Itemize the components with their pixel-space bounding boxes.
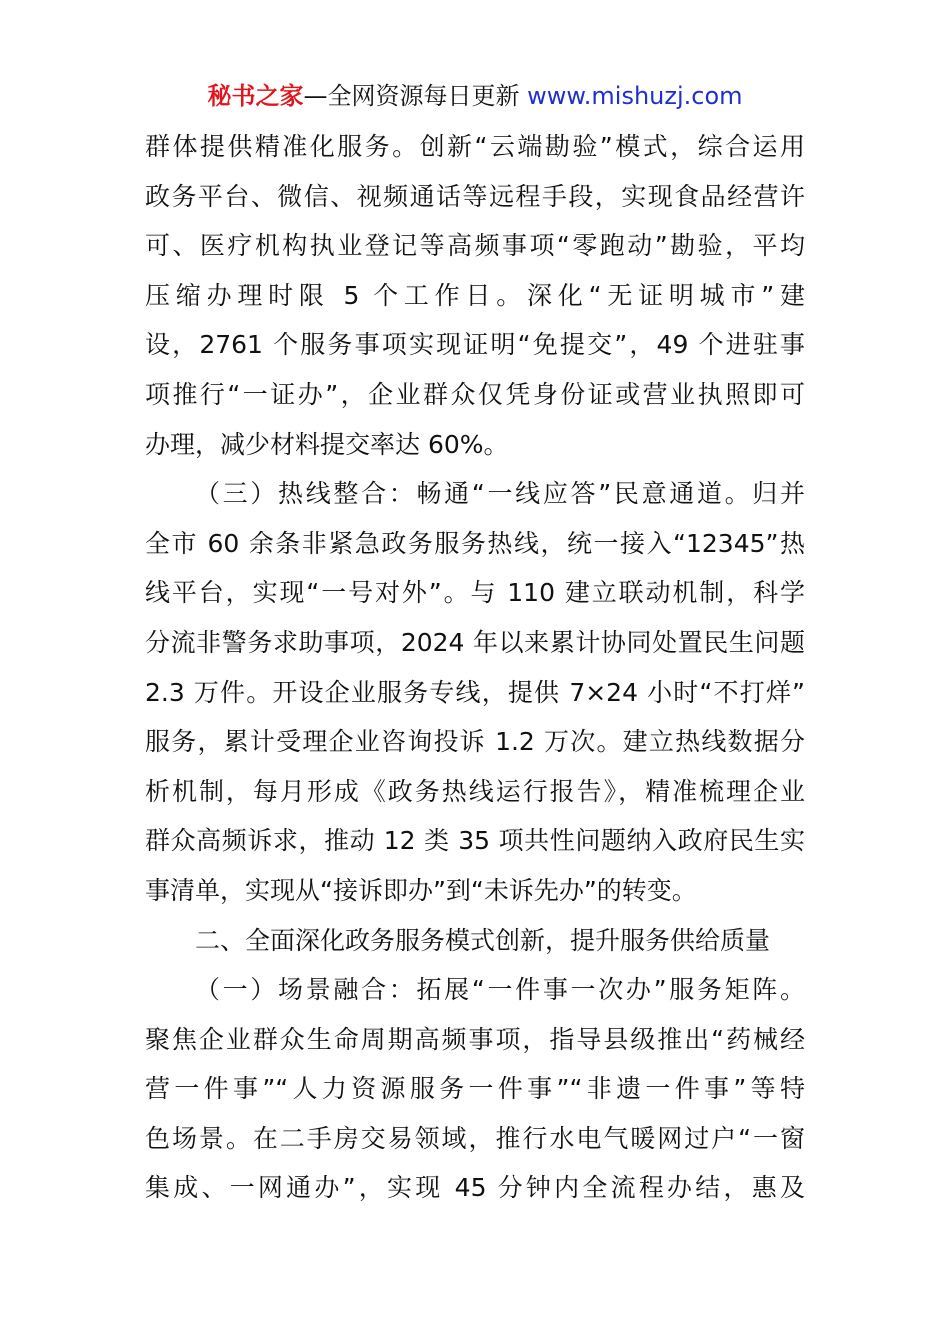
paragraph-line: 设，2761 个服务事项实现证明“免提交”，49 个进驻事 (145, 330, 805, 360)
paragraph-line: 压缩办理时限 5 个工作日。深化“无证明城市”建 (145, 280, 805, 310)
section-heading-line: （三）热线整合：畅通“一线应答”民意通道。归并 (195, 479, 805, 509)
document-body (145, 122, 805, 1213)
site-brand: 秘书之家 (207, 82, 304, 110)
paragraph-line: 线平台，实现“一号对外”。与 110 建立联动机制，科学 (145, 578, 805, 608)
paragraph-line: 营一件事”“人力资源服务一件事”“非遗一件事”等特 (145, 1074, 805, 1104)
paragraph-line: 群体提供精准化服务。创新“云端勘验”模式，综合运用 (145, 132, 805, 161)
paragraph-line: 事清单，实现从“接诉即办”到“未诉先办”的转变。 (145, 875, 697, 905)
paragraph-line: 群众高频诉求，推动 12 类 35 项共性问题纳入政府民生实 (145, 826, 805, 856)
paragraph-line: 聚焦企业群众生命周期高频事项，指导县级推出“药械经 (145, 1024, 805, 1054)
paragraph-line: 集成、一网通办”，实现 45 分钟内全流程办结，惠及 (145, 1173, 805, 1203)
paragraph-line: 政务平台、微信、视频通话等远程手段，实现食品经营许 (145, 181, 805, 211)
section-heading-line: （一）场景融合：拓展“一件事一次办”服务矩阵。 (195, 975, 805, 1005)
site-header (0, 80, 950, 112)
paragraph-line: 2.3 万件。开设企业服务专线，提供 7×24 小时“不打烊” (145, 677, 805, 707)
paragraph-line: 可、医疗机构执业登记等高频事项“零跑动”勘验，平均 (145, 231, 805, 261)
paragraph-line: 办理，减少材料提交率达 60%。 (145, 429, 509, 459)
paragraph-line: 分流非警务求助事项，2024 年以来累计协同处置民生问题 (145, 627, 805, 657)
site-tagline: —全网资源每日更新 (303, 82, 528, 110)
paragraph-line: 服务，累计受理企业咨询投诉 1.2 万次。建立热线数据分 (145, 727, 805, 757)
paragraph-line: 全市 60 余条非紧急政务服务热线，统一接入“12345”热 (145, 528, 805, 558)
site-url-link[interactable]: www.mishuzj.com (527, 82, 743, 110)
chapter-heading: 二、全面深化政务服务模式创新，提升服务供给质量 (195, 925, 771, 955)
paragraph-line: 色场景。在二手房交易领域，推行水电气暖网过户“一窗 (145, 1123, 805, 1153)
paragraph-line: 项推行“一证办”，企业群众仅凭身份证或营业执照即可 (145, 379, 805, 409)
paragraph-line: 析机制，每月形成《政务热线运行报告》，精准梳理企业 (145, 776, 805, 806)
